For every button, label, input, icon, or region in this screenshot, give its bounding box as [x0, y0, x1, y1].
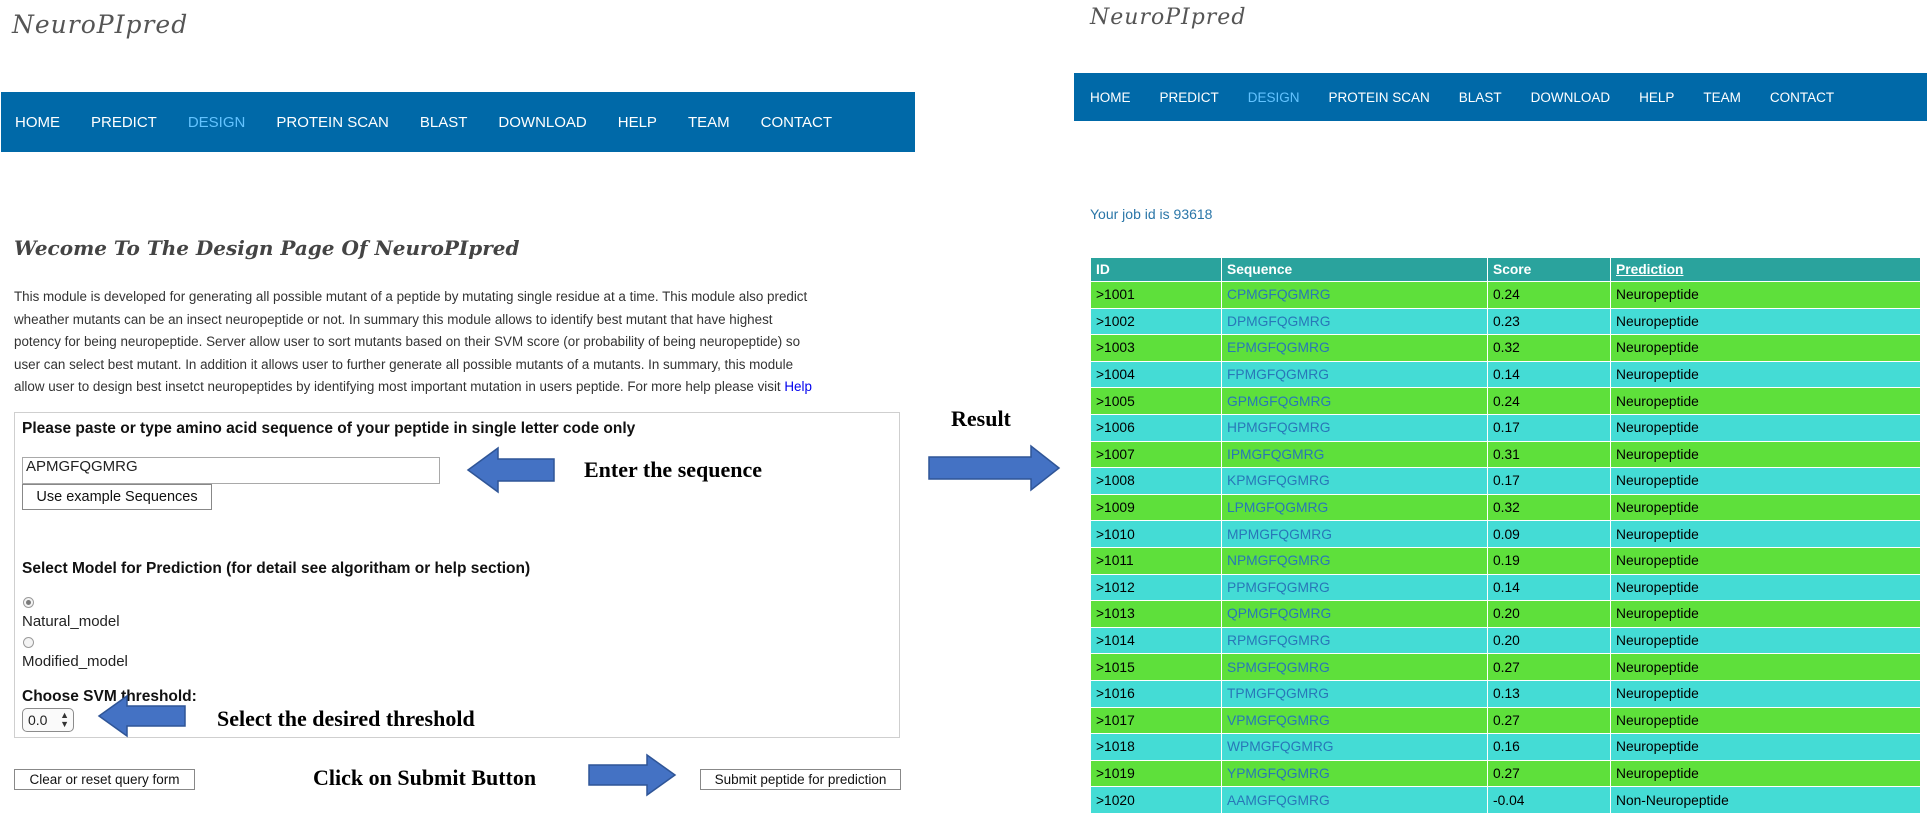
cell-sequence[interactable]: GPMGFQGMRG [1222, 388, 1488, 415]
nav-home[interactable]: HOME [15, 113, 60, 131]
page-title: Wecome To The Design Page Of NeuroPIpred [14, 236, 520, 260]
cell-score: 0.17 [1488, 414, 1611, 441]
nav-team[interactable]: TEAM [1703, 89, 1741, 105]
cell-score: 0.27 [1488, 707, 1611, 734]
natural-model-radio[interactable] [23, 597, 34, 608]
cell-sequence[interactable]: AAMGFQGMRG [1222, 787, 1488, 814]
table-row [1091, 601, 1921, 628]
table-row [1091, 734, 1921, 761]
intro-line: wheather mutants can be an insect neuropeptide or not. In summary this module allows to identify best mutant that have highest [14, 311, 773, 327]
model-label: Select Model for Prediction (for detail see algoritham or help section) [22, 560, 531, 577]
cell-prediction: Neuropeptide [1611, 494, 1921, 521]
cell-sequence[interactable]: PPMGFQGMRG [1222, 574, 1488, 601]
cell-prediction: Neuropeptide [1611, 388, 1921, 415]
select-arrows-icon: ▲ ▼ [60, 710, 69, 729]
table-row [1091, 494, 1921, 521]
cell-prediction: Neuropeptide [1611, 282, 1921, 309]
query-form [14, 412, 900, 738]
site-logo: NeuroPIpred [12, 10, 189, 39]
intro-line: This module is developed for generating all possible mutant of a peptide by mutating single residue at a time. This module also predict [14, 289, 808, 304]
table-row [1091, 707, 1921, 734]
cell-prediction: Neuropeptide [1611, 707, 1921, 734]
intro-line: potency for being neuropeptide. Server allow user to sort mutants based on their SVM score (or probability of being neuropeptide) so [14, 334, 801, 349]
help-link[interactable]: Help [784, 379, 812, 394]
cell-prediction: Neuropeptide [1611, 734, 1921, 761]
table-row [1091, 627, 1921, 654]
cell-sequence[interactable]: CPMGFQGMRG [1222, 282, 1488, 309]
cell-score: 0.27 [1488, 654, 1611, 681]
table-row [1091, 680, 1921, 707]
cell-score: 0.14 [1488, 361, 1611, 388]
cell-score: 0.31 [1488, 441, 1611, 468]
cell-id: >1014 [1091, 627, 1222, 654]
cell-score: -0.04 [1488, 787, 1611, 814]
cell-sequence[interactable]: LPMGFQGMRG [1222, 494, 1488, 521]
cell-id: >1005 [1091, 388, 1222, 415]
nav-help[interactable]: HELP [1639, 89, 1675, 105]
nav-design[interactable]: DESIGN [187, 113, 246, 131]
nav-contact[interactable]: CONTACT [1769, 89, 1835, 105]
cell-id: >1016 [1091, 680, 1222, 707]
cell-score: 0.20 [1488, 627, 1611, 654]
intro-line-text: allow user to design best insetct neuropeptides by identifying most important mutation in users peptide. For more help please visit [14, 379, 781, 394]
cell-prediction: Neuropeptide [1611, 521, 1921, 548]
table-row [1091, 521, 1921, 548]
cell-sequence[interactable]: RPMGFQGMRG [1222, 627, 1488, 654]
cell-id: >1002 [1091, 308, 1222, 335]
left-arrow-icon [97, 694, 187, 738]
example-sequence-button[interactable]: Use example Sequences [22, 484, 212, 510]
cell-id: >1007 [1091, 441, 1222, 468]
cell-sequence[interactable]: EPMGFQGMRG [1222, 335, 1488, 362]
cell-prediction: Neuropeptide [1611, 361, 1921, 388]
nav-contact[interactable]: CONTACT [760, 113, 832, 131]
cell-score: 0.09 [1488, 521, 1611, 548]
cell-score: 0.24 [1488, 282, 1611, 309]
cell-sequence[interactable]: KPMGFQGMRG [1222, 468, 1488, 495]
cell-id: >1008 [1091, 468, 1222, 495]
cell-id: >1020 [1091, 787, 1222, 814]
cell-sequence[interactable]: FPMGFQGMRG [1222, 361, 1488, 388]
natural-model-label: Natural_model [22, 613, 120, 630]
table-row [1091, 441, 1921, 468]
cell-id: >1004 [1091, 361, 1222, 388]
cell-id: >1013 [1091, 601, 1222, 628]
column-header-sequence[interactable]: Sequence [1222, 258, 1488, 282]
table-row [1091, 282, 1921, 309]
annotation-result: Result [951, 406, 1011, 431]
cell-sequence[interactable]: NPMGFQGMRG [1222, 547, 1488, 574]
main-nav [1074, 73, 1927, 121]
nav-blast[interactable]: BLAST [1458, 89, 1502, 105]
cell-sequence[interactable]: WPMGFQGMRG [1222, 734, 1488, 761]
cell-score: 0.24 [1488, 388, 1611, 415]
table-row [1091, 388, 1921, 415]
sequence-input[interactable] [22, 457, 440, 484]
cell-prediction: Neuropeptide [1611, 441, 1921, 468]
cell-sequence[interactable]: QPMGFQGMRG [1222, 601, 1488, 628]
cell-prediction: Neuropeptide [1611, 601, 1921, 628]
results-body [1091, 282, 1921, 814]
nav-protein-scan[interactable]: PROTEIN SCAN [1328, 89, 1430, 105]
cell-id: >1019 [1091, 760, 1222, 787]
nav-home[interactable]: HOME [1090, 89, 1131, 105]
column-header-prediction[interactable]: Prediction [1611, 258, 1921, 282]
cell-prediction: Neuropeptide [1611, 680, 1921, 707]
cell-score: 0.32 [1488, 494, 1611, 521]
sequence-label: Please paste or type amino acid sequence of your peptide in single letter code only [22, 420, 636, 437]
cell-id: >1015 [1091, 654, 1222, 681]
intro-line [14, 376, 894, 399]
cell-prediction: Neuropeptide [1611, 627, 1921, 654]
cell-score: 0.32 [1488, 335, 1611, 362]
table-row [1091, 787, 1921, 814]
cell-score: 0.19 [1488, 547, 1611, 574]
sequence-input-value: APMGFQGMRG [26, 458, 138, 475]
cell-prediction: Neuropeptide [1611, 414, 1921, 441]
nav-download[interactable]: DOWNLOAD [498, 113, 587, 131]
cell-prediction: Neuropeptide [1611, 308, 1921, 335]
main-nav [1, 92, 915, 152]
annotation-enter-sequence: Enter the sequence [584, 457, 763, 482]
table-row [1091, 468, 1921, 495]
cell-prediction: Neuropeptide [1611, 335, 1921, 362]
cell-id: >1009 [1091, 494, 1222, 521]
cell-prediction: Neuropeptide [1611, 547, 1921, 574]
results-table [1090, 257, 1921, 814]
modified-model-radio[interactable] [23, 637, 34, 648]
table-row [1091, 414, 1921, 441]
cell-id: >1018 [1091, 734, 1222, 761]
threshold-value: 0.0 [28, 712, 48, 728]
cell-prediction: Neuropeptide [1611, 574, 1921, 601]
annotation-select-threshold: Select the desired threshold [217, 706, 475, 731]
cell-score: 0.23 [1488, 308, 1611, 335]
nav-design[interactable]: DESIGN [1247, 89, 1300, 105]
right-arrow-icon [927, 444, 1062, 492]
table-row [1091, 574, 1921, 601]
table-row [1091, 335, 1921, 362]
annotation-click-submit: Click on Submit Button [313, 765, 537, 790]
reset-button[interactable]: Clear or reset query form [14, 769, 195, 790]
nav-protein-scan[interactable]: PROTEIN SCAN [276, 113, 389, 131]
intro-line: user can select best mutant. In addition it allows user to further generate all possible mutants of a mutants. In summary, this module [14, 356, 794, 372]
site-logo: NeuroPIpred [1090, 5, 1247, 30]
cell-sequence[interactable]: TPMGFQGMRG [1222, 680, 1488, 707]
threshold-label: Choose SVM threshold: [22, 688, 197, 705]
cell-id: >1010 [1091, 521, 1222, 548]
nav-download[interactable]: DOWNLOAD [1530, 89, 1611, 105]
cell-prediction: Neuropeptide [1611, 468, 1921, 495]
nav-predict[interactable]: PREDICT [91, 113, 157, 131]
cell-sequence[interactable]: VPMGFQGMRG [1222, 707, 1488, 734]
nav-blast[interactable]: BLAST [419, 113, 468, 131]
intro-paragraph [14, 286, 894, 399]
cell-prediction: Neuropeptide [1611, 760, 1921, 787]
cell-id: >1017 [1091, 707, 1222, 734]
job-id-text: Your job id is 93618 [1090, 206, 1213, 222]
table-row [1091, 654, 1921, 681]
cell-sequence[interactable]: HPMGFQGMRG [1222, 414, 1488, 441]
table-row [1091, 308, 1921, 335]
cell-score: 0.14 [1488, 574, 1611, 601]
cell-sequence[interactable]: YPMGFQGMRG [1222, 760, 1488, 787]
cell-sequence[interactable]: IPMGFQGMRG [1222, 441, 1488, 468]
cell-sequence[interactable]: MPMGFQGMRG [1222, 521, 1488, 548]
submit-button[interactable]: Submit peptide for prediction [700, 769, 901, 790]
table-row [1091, 547, 1921, 574]
cell-score: 0.16 [1488, 734, 1611, 761]
cell-score: 0.27 [1488, 760, 1611, 787]
cell-prediction: Neuropeptide [1611, 654, 1921, 681]
cell-prediction: Non-Neuropeptide [1611, 787, 1921, 814]
right-arrow-icon [587, 753, 677, 797]
nav-help[interactable]: HELP [617, 113, 657, 131]
cell-id: >1001 [1091, 282, 1222, 309]
modified-model-label: Modified_model [22, 653, 128, 670]
column-header-score[interactable]: Score [1488, 258, 1611, 282]
table-row [1091, 760, 1921, 787]
nav-team[interactable]: TEAM [687, 113, 730, 131]
table-row [1091, 361, 1921, 388]
cell-id: >1003 [1091, 335, 1222, 362]
cell-id: >1006 [1091, 414, 1222, 441]
cell-id: >1012 [1091, 574, 1222, 601]
cell-score: 0.13 [1488, 680, 1611, 707]
nav-predict[interactable]: PREDICT [1159, 89, 1219, 105]
cell-score: 0.17 [1488, 468, 1611, 495]
cell-sequence[interactable]: SPMGFQGMRG [1222, 654, 1488, 681]
cell-id: >1011 [1091, 547, 1222, 574]
left-arrow-icon [466, 446, 556, 494]
cell-score: 0.20 [1488, 601, 1611, 628]
column-header-id[interactable]: ID [1091, 258, 1222, 282]
cell-sequence[interactable]: DPMGFQGMRG [1222, 308, 1488, 335]
threshold-select[interactable] [22, 708, 74, 732]
